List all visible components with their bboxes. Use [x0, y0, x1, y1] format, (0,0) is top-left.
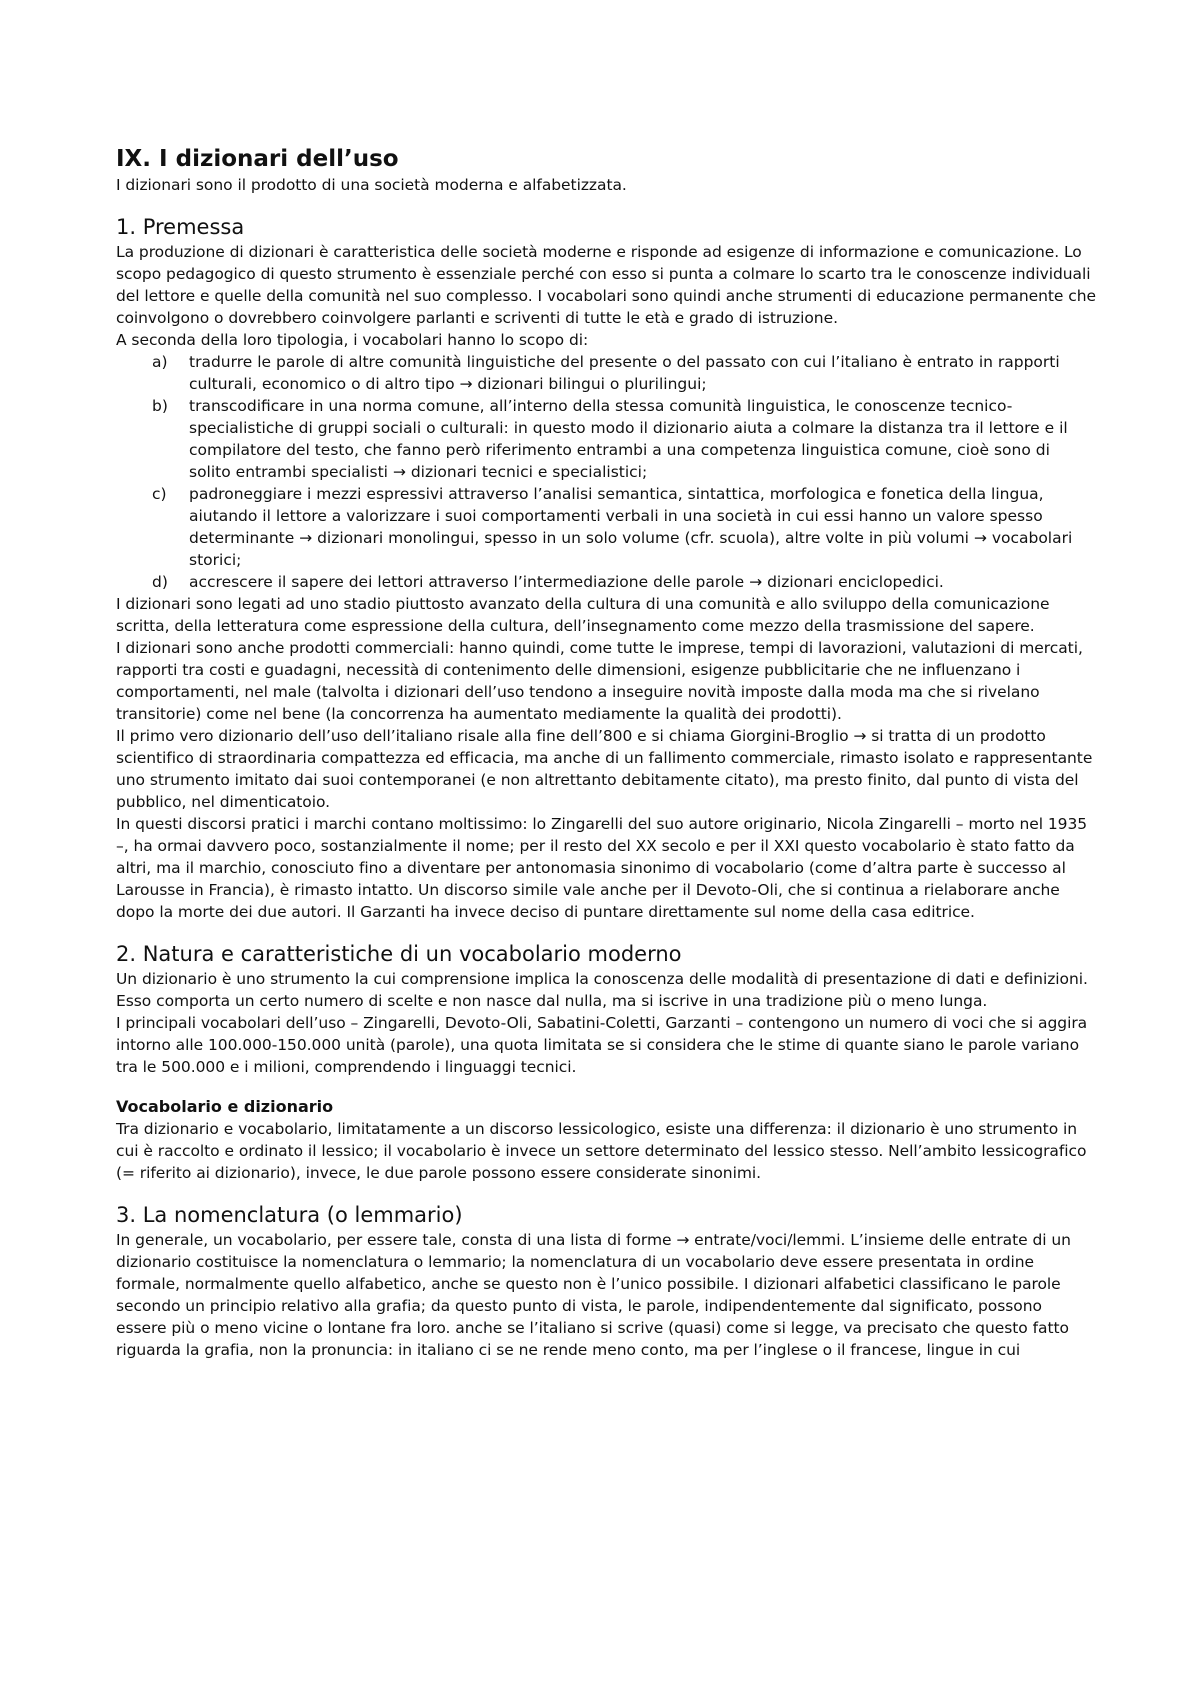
paragraph: In generale, un vocabolario, per essere tale, consta di una lista di forme → entrate/voci/lemmi. L’insieme delle entrate di un dizionario costituisce la nomenclatura o lemmario; la nomenclatura di un vocabolario deve essere presentata in ordine formale, normalmente quello alfabetico, anche se questo non è l’unico possibile. I dizionari alfabetici classificano le parole secondo un principio relativo alla grafia; da questo punto di vista, le parole, indipendentemente dal significato, possono essere più o meno vicine o lontane fra loro. anche se l’italiano si scrive (quasi) come si legge, va precisato che questo fatto riguarda la grafia, non la pronuncia: in italiano ci se ne rende meno conto, ma per l’inglese o il francese, lingue in cui — [116, 1231, 1071, 1359]
document-title: IX. I dizionari dell’uso — [116, 146, 399, 172]
section-heading-nomenclatura: 3. La nomenclatura (o lemmario) — [116, 1203, 463, 1227]
list-marker: b) — [152, 397, 168, 415]
paragraph: Il primo vero dizionario dell’uso dell’italiano risale alla fine dell’800 e si chiama Giorgini-Broglio → si tratta di un prodotto scientifico di straordinaria compattezza ed efficacia, ma anche di un fallimento commerciale, rimasto isolato e rappresentante uno strumento imitato dai suoi contemporanei (e non altrettanto debitamente citato), ma presto finito, dal punto di vista del pubblico, nel dimenticatoio. — [116, 727, 1093, 811]
subheading-vocabolario-dizionario: Vocabolario e dizionario — [116, 1097, 334, 1116]
list-marker: c) — [152, 485, 167, 503]
list-marker: d) — [152, 573, 168, 591]
list-item-text: tradurre le parole di altre comunità linguistiche del presente o del passato con cui l’italiano è entrato in rapporti culturali, economico o di altro tipo → dizionari bilingui o plurilingui; — [189, 353, 1060, 393]
document-page — [116, 144, 1096, 1361]
section-heading-natura: 2. Natura e caratteristiche di un vocabolario moderno — [116, 942, 682, 966]
paragraph: Tra dizionario e vocabolario, limitatamente a un discorso lessicologico, esiste una differenza: il dizionario è uno strumento in cui è raccolto e ordinato il lessico; il vocabolario è invece un settore determinato del lessico stesso. Nell’ambito lessicografico (= riferito ai dizionario), invece, le due parole possono essere considerate sinonimi. — [116, 1120, 1087, 1182]
paragraph: I principali vocabolari dell’uso – Zingarelli, Devoto-Oli, Sabatini-Coletti, Garzanti – contengono un numero di voci che si aggira intorno alle 100.000-150.000 unità (parole), una quota limitata se si considera che le stime di quante siano le parole variano tra le 500.000 e i milioni, comprendendo i linguaggi tecnici. — [116, 1014, 1088, 1076]
purpose-list — [116, 351, 1096, 593]
paragraph: Un dizionario è uno strumento la cui comprensione implica la conoscenza delle modalità di presentazione di dati e definizioni. Esso comporta un certo numero di scelte e non nasce dal nulla, ma si iscrive in una tradizione più o meno lunga. — [116, 970, 1088, 1010]
list-item-text: transcodificare in una norma comune, all’interno della stessa comunità linguistica, le conoscenze tecnico-specialistiche di gruppi sociali o culturali: in questo modo il dizionario aiuta a colmare la distanza tra il lettore e il compilatore del testo, che fanno però riferimento entrambi a una competenza linguistica comune, cioè sono di solito entrambi specialisti → dizionari tecnici e specialistici; — [189, 397, 1068, 481]
paragraph: La produzione di dizionari è caratteristica delle società moderne e risponde ad esigenze di informazione e comunicazione. Lo scopo pedagogico di questo strumento è essenziale perché con esso si punta a colmare lo scarto tra le conoscenze individuali del lettore e quelle della comunità nel suo complesso. I vocabolari sono quindi anche strumenti di educazione permanente che coinvolgono o dovrebbero coinvolgere parlanti e scriventi di tutte le età e grado di istruzione. — [116, 243, 1096, 327]
intro-paragraph: I dizionari sono il prodotto di una società moderna e alfabetizzata. — [116, 176, 627, 194]
paragraph: I dizionari sono legati ad uno stadio piuttosto avanzato della cultura di una comunità e allo sviluppo della comunicazione scritta, della letteratura come espressione della cultura, dell’insegnamento come mezzo della trasmissione del sapere. — [116, 595, 1050, 635]
list-item — [116, 395, 1096, 483]
paragraph: In questi discorsi pratici i marchi contano moltissimo: lo Zingarelli del suo autore originario, Nicola Zingarelli – morto nel 1935 –, ha ormai davvero poco, sostanzialmente il nome; per il resto del XX secolo e per il XXI questo vocabolario è stato fatto da altri, ma il marchio, conosciuto fino a diventare per antonomasia sinonimo di vocabolario (come d’altra parte è successo al Larousse in Francia), è rimasto intatto. Un discorso simile vale anche per il Devoto-Oli, che si continua a rielaborare anche dopo la morte dei due autori. Il Garzanti ha invece deciso di puntare direttamente sul nome della casa editrice. — [116, 815, 1088, 921]
paragraph: I dizionari sono anche prodotti commerciali: hanno quindi, come tutte le imprese, tempi di lavorazioni, valutazioni di mercati, rapporti tra costi e guadagni, necessità di contenimento delle dimensioni, esigenze pubblicitarie che ne influenzano i comportamenti, nel male (talvolta i dizionari dell’uso tendono a inseguire novità imposte dalla moda ma che si rivelano transitorie) come nel bene (la concorrenza ha aumentato mediamente la qualità dei prodotti). — [116, 639, 1083, 723]
list-marker: a) — [152, 353, 168, 371]
section-heading-premessa: 1. Premessa — [116, 215, 245, 239]
list-item — [116, 483, 1096, 571]
list-item-text: accrescere il sapere dei lettori attraverso l’intermediazione delle parole → dizionari enciclopedici. — [189, 573, 944, 591]
paragraph: A seconda della loro tipologia, i vocabolari hanno lo scopo di: — [116, 331, 589, 349]
list-item-text: padroneggiare i mezzi espressivi attraverso l’analisi semantica, sintattica, morfologica e fonetica della lingua, aiutando il lettore a valorizzare i suoi comportamenti verbali in una società in cui essi hanno un valore spesso determinante → dizionari monolingui, spesso in un solo volume (cfr. scuola), altre volte in più volumi → vocabolari storici; — [189, 485, 1073, 569]
list-item — [116, 351, 1096, 395]
list-item — [116, 571, 1096, 593]
